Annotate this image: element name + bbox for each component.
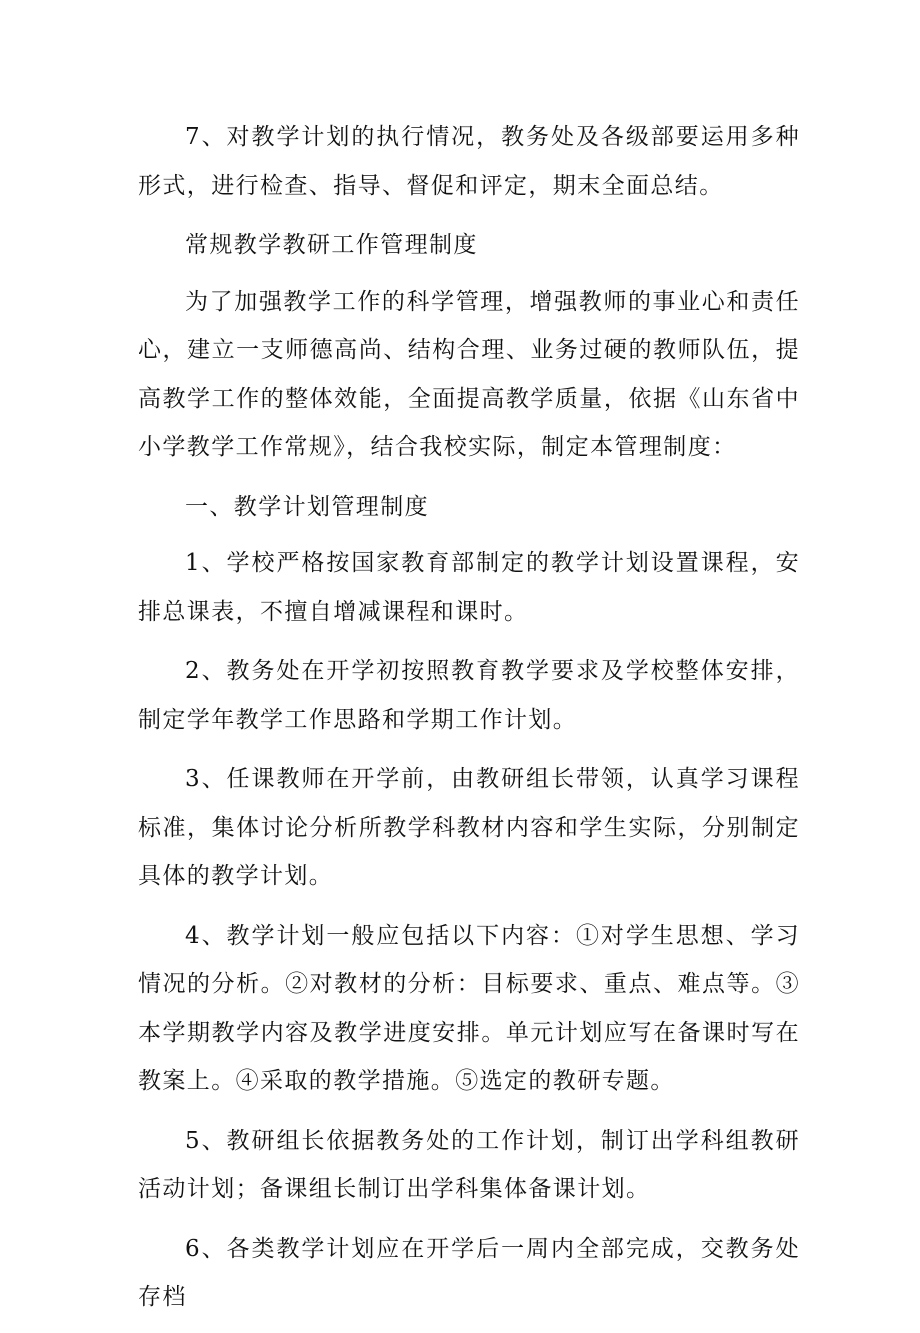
paragraph-item-1: 1、学校严格按国家教育部制定的教学计划设置课程，安排总课表，不擅自增减课程和课时。 bbox=[138, 550, 800, 625]
paragraph-item-7: 7、对教学计划的执行情况，教务处及各级部要运用多种形式，进行检查、指导、督促和评定，期末全面总结。 bbox=[138, 124, 800, 199]
paragraph-item-5: 5、教研组长依据教务处的工作计划，制订出学科组教研活动计划；备课组长制订出学科集体备课计划。 bbox=[138, 1127, 800, 1202]
section-title: 常规教学教研工作管理制度 bbox=[185, 232, 478, 258]
paragraph-item-3: 3、任课教师在开学前，由教研组长带领，认真学习课程标准，集体讨论分析所教学科教材内容和学生实际，分别制定具体的教学计划。 bbox=[138, 766, 800, 889]
section-heading-1: 一、教学计划管理制度 bbox=[185, 493, 429, 520]
paragraph-item-2: 2、教务处在开学初按照教育教学要求及学校整体安排，制定学年教学工作思路和学期工作计划。 bbox=[138, 658, 800, 733]
paragraph-item-4: 4、教学计划一般应包括以下内容：①对学生思想、学习情况的分析。②对教材的分析：目标要求、重点、难点等。③本学期教学内容及教学进度安排。单元计划应写在备课时写在教案上。④采取的教学措施。⑤选定的教研专题。 bbox=[138, 922, 800, 1094]
paragraph-item-6: 6、各类教学计划应在开学后一周内全部完成，交教务处存档 bbox=[138, 1235, 800, 1310]
document-body bbox=[138, 113, 800, 1333]
intro-paragraph: 为了加强教学工作的科学管理，增强教师的事业心和责任心，建立一支师德高尚、结构合理、业务过硬的教师队伍，提高教学工作的整体效能，全面提高教学质量，依据《山东省中小学教学工作常规》，结合我校实际，制定本管理制度： bbox=[138, 288, 800, 460]
